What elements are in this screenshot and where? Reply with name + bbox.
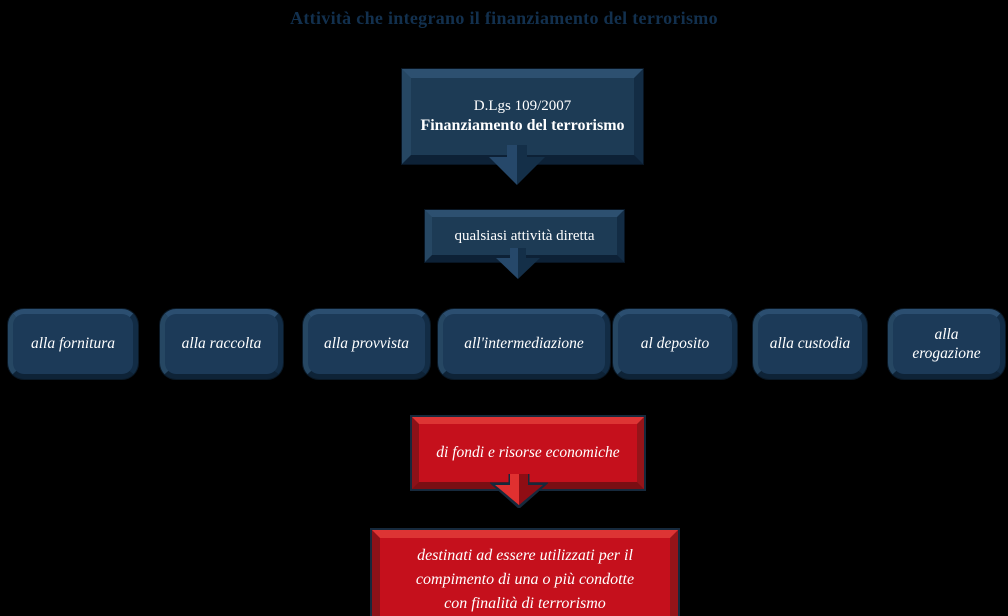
law-box-text	[420, 98, 624, 135]
activity-box-intermediazione	[438, 309, 610, 379]
activity-box-custodia	[753, 309, 867, 379]
down-arrow-red-icon	[490, 474, 548, 508]
law-box-line2: Finanziamento del terrorismo	[420, 117, 625, 134]
activity-label: alla provvista	[323, 335, 410, 353]
definition-box-label: qualsiasi attività diretta	[454, 227, 595, 244]
activity-box-raccolta	[160, 309, 283, 379]
activity-box-erogazione	[888, 309, 1005, 379]
diagram-title: Attività che integrano il finanziamento del terrorismo	[290, 8, 718, 28]
funds-box-label: di fondi e risorse economiche	[436, 444, 620, 461]
activity-label: alla erogazione	[912, 325, 981, 362]
activity-box-deposito	[613, 309, 737, 379]
purpose-box-line2: compimento di una o più condotte	[415, 570, 635, 588]
purpose-box-line3: con finalità di terrorismo	[444, 594, 606, 612]
activity-label: alla raccolta	[181, 335, 262, 353]
purpose-box-line1: destinati ad essere utilizzati per il	[417, 546, 633, 564]
activity-label: al deposito	[640, 335, 710, 353]
activity-box-provvista	[303, 309, 430, 379]
activity-label: alla fornitura	[31, 335, 115, 353]
purpose-box-text	[416, 544, 634, 616]
activity-label: alla custodia	[769, 335, 851, 353]
down-arrow-icon	[493, 248, 543, 279]
activity-label: all'intermediazione	[464, 335, 584, 353]
purpose-box	[372, 530, 678, 616]
down-arrow-icon	[485, 145, 549, 185]
law-box-line1: D.Lgs 109/2007	[473, 98, 572, 114]
activity-box-fornitura	[8, 309, 138, 379]
